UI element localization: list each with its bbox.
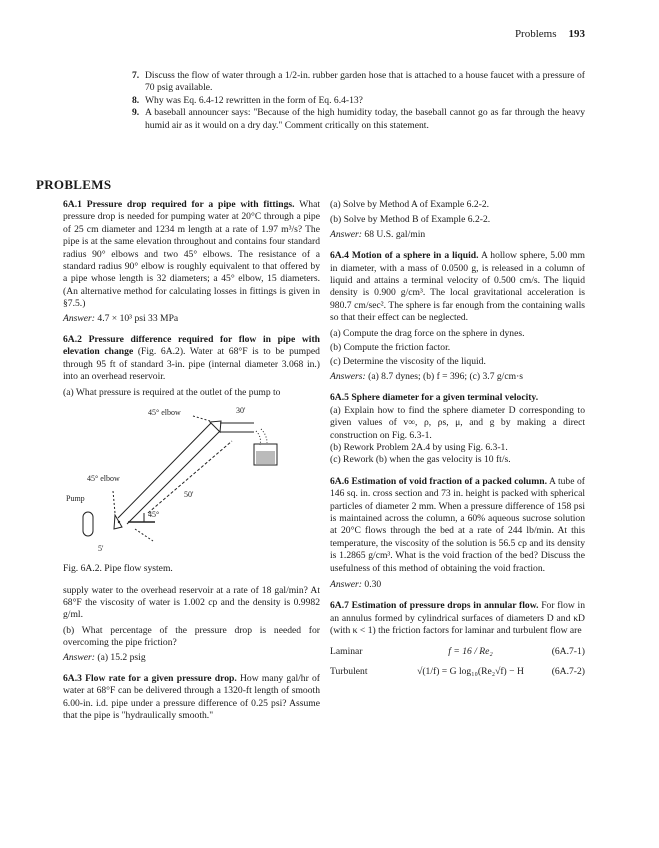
dimension-line-incline bbox=[148, 441, 232, 513]
problem-title: 6A.6 Estimation of void fraction of a packed column. bbox=[330, 475, 547, 487]
eq-turbulent-label: Turbulent bbox=[330, 666, 368, 677]
left-column bbox=[63, 199, 320, 723]
problem-body: A tube of 146 sq. in. cross section and 73 in. height is packed with spherical particles of diameter 2 mm. When a pressure difference of 158 psi is maintained across the column, a 60% aqueous sucrose solution at 20°C flows through the bed at a rate of 244 lb/min. At this temperature, the viscosity of the solution is 56.5 cp and its density is 1.2865 g/cm³. What is the void fraction of the bed? Discuss the usefulness of this method of obtaining the void fraction. bbox=[330, 475, 585, 574]
answer-label: Answer: bbox=[330, 228, 362, 240]
answer-text: 4.7 × 10³ psi 33 MPa bbox=[97, 312, 179, 324]
problem-body: For flow in an annulus formed by cylindrical surfaces of diameters D and κD (with κ < 1) the friction factors for laminar and turbulent flow are bbox=[330, 600, 585, 637]
right-column bbox=[330, 199, 585, 678]
eq-laminar-number: (6A.7-1) bbox=[551, 645, 585, 657]
part-a: (a) What pressure is required at the outlet of the pump to bbox=[63, 386, 281, 398]
question-9 bbox=[132, 107, 585, 132]
pipe-flow-figure bbox=[63, 403, 320, 563]
label-50ft: 50' bbox=[184, 490, 194, 500]
problem-body-continued: supply water to the overhead reservoir at a rate of 18 gal/min? At 68°F the viscosity of water is 1.002 cp and the density is 0.9982 g/ml. bbox=[63, 584, 320, 621]
problem-6A2 bbox=[63, 334, 320, 399]
question-number: 7. bbox=[132, 70, 140, 81]
question-text: Discuss the flow of water through a 1/2-in. rubber garden hose that is attached to a house faucet with a pressure of 70 psig available. bbox=[145, 70, 585, 94]
problem-title: 6A.2 Pressure difference required for flow in pipe with elevation change bbox=[63, 334, 320, 358]
label-elbow-bottom: 45° elbow bbox=[87, 474, 120, 484]
label-30ft: 30' bbox=[236, 406, 246, 416]
problem-6A1 bbox=[63, 199, 320, 325]
problem-6A6 bbox=[330, 476, 585, 592]
discussion-questions bbox=[132, 70, 585, 132]
water-stream bbox=[256, 429, 267, 445]
answer-text: 68 U.S. gal/min bbox=[364, 228, 426, 240]
problem-6A4 bbox=[330, 250, 585, 383]
answer-label: Answer: bbox=[63, 312, 95, 324]
problem-body: How many gal/hr of water at 68°F can be delivered through a 1320-ft length of smooth 6.00-in. i.d. pipe under a pressure difference of 0.25 psi? Assume that the pipe is "hydraulically smooth." bbox=[63, 672, 320, 722]
problem-body: What pressure drop is needed for pumping water at 20°C through a pipe of 25 cm diameter and 1234 m length at a rate of 1.97 m³/s? The pipe is at the same elevation throughout and contains four standard radius 90° elbows and two 45° elbows. The resistance of a standard radius 90° elbow is roughly equivalent to that offered by a pipe whose length is 32 diameters; a 45° elbow, 15 diameters. (An alternative method for calculating losses in fittings is given in §7.5.) bbox=[63, 199, 320, 310]
question-8 bbox=[132, 94, 585, 107]
pipe-upper-edge bbox=[118, 423, 211, 518]
section-name: Problems bbox=[514, 28, 557, 40]
answer-text: (a) 15.2 psig bbox=[97, 651, 146, 663]
eq-laminar: f = 16 / Re₂ bbox=[448, 645, 493, 657]
dimension-line-base bbox=[135, 529, 153, 541]
question-text: A baseball announcer says: "Because of the high humidity today, the baseball cannot go as far through the heavy humid air as it would on a dry day." Comment critically on this statement. bbox=[145, 107, 585, 131]
problem-title: 6A.7 Estimation of pressure drops in annular flow. bbox=[330, 600, 539, 612]
question-text: Why was Eq. 6.4-12 rewritten in the form of Eq. 6.4-13? bbox=[145, 94, 363, 106]
part-b: (b) Compute the friction factor. bbox=[330, 342, 451, 354]
question-7 bbox=[132, 70, 585, 95]
problem-6A5 bbox=[330, 392, 585, 466]
problem-body: (Fig. 6A.2). Water at 68°F is to be pumped through 95 ft of standard 3-in. pipe (internal diameter 3.068 in.) into an overhead reservoir. bbox=[63, 346, 320, 383]
problem-title: 6A.1 Pressure drop required for a pipe with fittings. bbox=[63, 199, 295, 210]
answer-label: Answer: bbox=[63, 651, 95, 663]
problem-6A7 bbox=[330, 600, 585, 637]
label-pump: Pump bbox=[66, 494, 85, 504]
figure-caption: Fig. 6A.2. Pipe flow system. bbox=[63, 563, 173, 575]
upper-elbow bbox=[210, 421, 221, 432]
part-b: (b) Rework Problem 2A.4 by using Fig. 6.3-1. bbox=[330, 441, 508, 453]
equation-turbulent bbox=[330, 666, 585, 678]
problem-title: 6A.5 Sphere diameter for a given terminal velocity. bbox=[330, 392, 539, 404]
label-elbow-top: 45° elbow bbox=[148, 408, 181, 418]
equation-laminar bbox=[330, 646, 585, 658]
answer-label: Answer: bbox=[330, 578, 362, 590]
page-number: 193 bbox=[568, 28, 585, 40]
problem-6A3-parts bbox=[330, 199, 585, 241]
elbow-dot bbox=[118, 521, 120, 523]
label-5ft: 5' bbox=[98, 544, 104, 554]
answer-text: 0.30 bbox=[364, 578, 382, 590]
problem-title: 6A.3 Flow rate for a given pressure drop. bbox=[63, 672, 237, 684]
pump-icon bbox=[83, 512, 93, 536]
eq-turbulent: √(1/f) = G log₁₀(Re₂√f) − H bbox=[417, 666, 524, 677]
problem-body: A hollow sphere, 5.00 mm in diameter, with a mass of 0.0500 g, is released in a column of liquid and attains a terminal velocity of 0.500 cm/s. The liquid density is 0.900 g/cm³. The local gravitational acceleration is 980.7 cm/sec². The sphere is far enough from the containing walls so that their effect can be neglected. bbox=[330, 250, 585, 324]
leader-line bbox=[113, 491, 115, 513]
part-a: (a) Compute the drag force on the sphere in dynes. bbox=[330, 327, 525, 339]
eq-laminar-label: Laminar bbox=[330, 645, 363, 657]
question-number: 8. bbox=[132, 94, 140, 106]
leader-line bbox=[193, 416, 210, 421]
eq-turbulent-number: (6A.7-2) bbox=[551, 666, 585, 677]
running-header bbox=[480, 28, 585, 40]
part-c: (c) Rework (b) when the gas velocity is 10 ft/s. bbox=[330, 454, 511, 466]
part-b: (b) What percentage of the pressure drop is needed for overcoming the pipe friction? bbox=[63, 624, 320, 649]
problem-6A3 bbox=[63, 673, 320, 723]
problem-title: 6A.4 Motion of a sphere in a liquid. bbox=[330, 250, 479, 262]
answer-label: Answers: bbox=[330, 370, 366, 382]
part-a: (a) Solve by Method A of Example 6.2-2. bbox=[330, 199, 490, 210]
pipe-lower-edge bbox=[127, 431, 220, 524]
label-angle: 45° bbox=[148, 510, 160, 520]
reservoir-water bbox=[256, 451, 275, 464]
part-b: (b) Solve by Method B of Example 6.2-2. bbox=[330, 214, 491, 226]
part-c: (c) Determine the viscosity of the liquid. bbox=[330, 356, 486, 368]
section-title: PROBLEMS bbox=[36, 177, 112, 192]
answer-text: (a) 8.7 dynes; (b) f = 396; (c) 3.7 g/cm·s bbox=[368, 370, 523, 382]
question-number: 9. bbox=[132, 107, 140, 119]
part-a: (a) Explain how to find the sphere diameter D corresponding to given values of v∞, ρ, ρs, μ, and g by making a direct construction on Fig. 6.3-1. bbox=[330, 404, 585, 441]
problem-6A2-continued bbox=[63, 585, 320, 664]
